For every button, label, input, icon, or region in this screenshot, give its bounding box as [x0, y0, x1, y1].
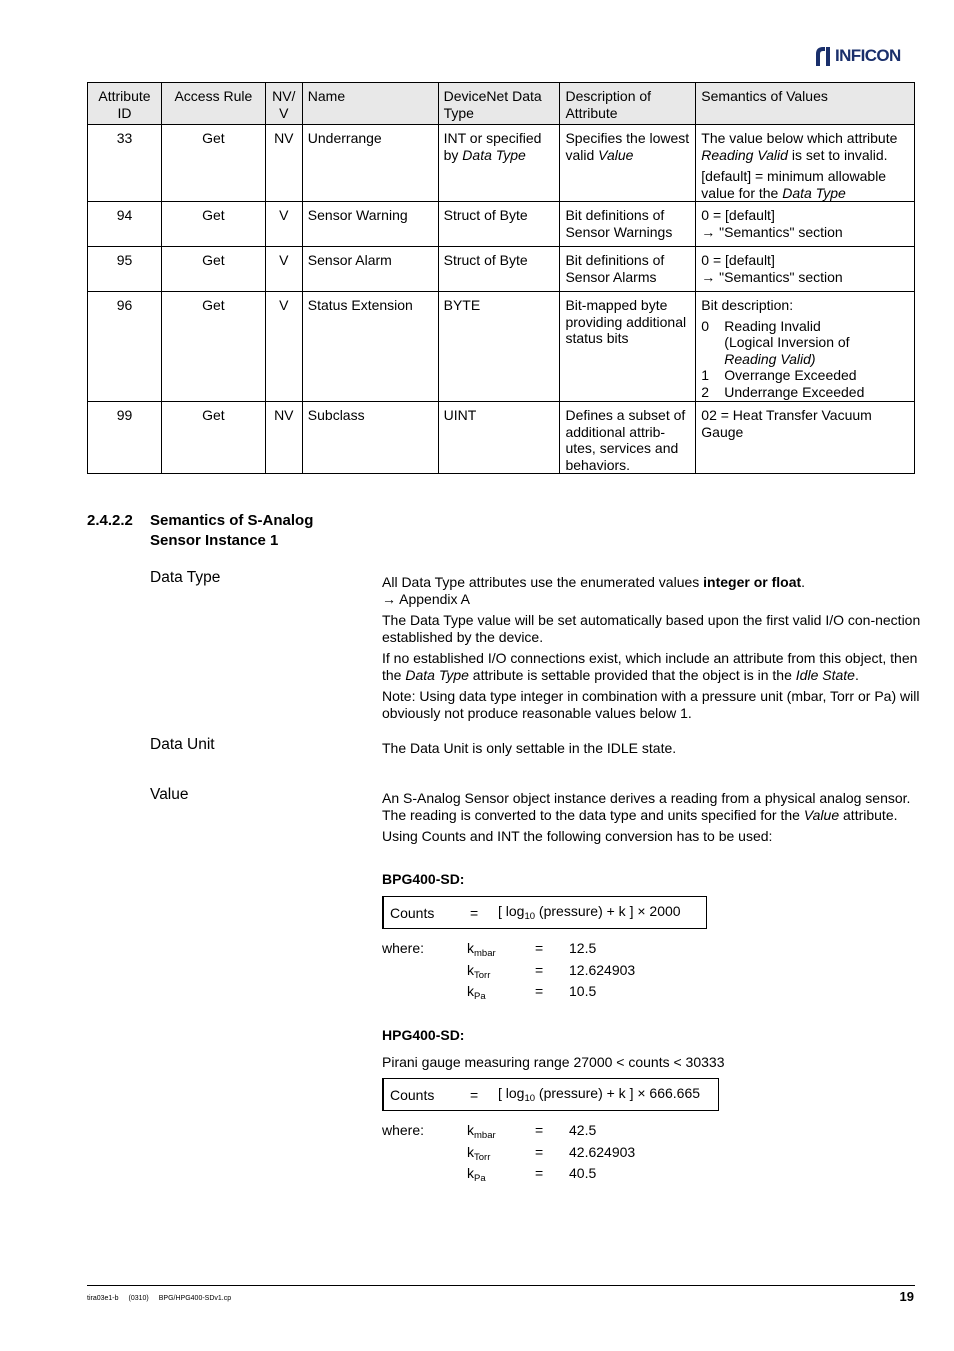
cell-access: Get [161, 202, 265, 247]
k-symbol [467, 1122, 535, 1144]
cell-access: Get [161, 292, 265, 402]
header-data-type: DeviceNet Data Type [438, 83, 560, 125]
sem-italic: Data Type [782, 184, 846, 201]
table-row [88, 202, 915, 247]
table-header-row [88, 83, 915, 125]
hpg-formula-box [382, 1078, 719, 1111]
footer-code: (0310) [128, 1295, 149, 1302]
table-row [88, 125, 915, 202]
semantics-line: 0 = [default] [701, 207, 775, 223]
semantics-line: → "Semantics" section [701, 223, 843, 240]
bpg-heading: BPG400-SD: [382, 871, 465, 887]
page-number: 19 [899, 1289, 914, 1304]
cell-nv: V [265, 247, 302, 292]
data-unit-label: Data Unit [150, 736, 215, 753]
header-description: Description of Attribute [560, 83, 696, 125]
equals: = [535, 1165, 544, 1181]
cell-nv: V [265, 202, 302, 247]
cell-nv: V [265, 292, 302, 402]
formula-expression [498, 903, 681, 922]
desc-text: Specifies the lowest valid [565, 130, 690, 163]
header-attribute-id: Attribute ID [88, 83, 162, 125]
footer-code: tira03e1-b [87, 1295, 119, 1302]
sem-italic: Reading Valid [701, 146, 788, 163]
equals: = [535, 961, 544, 978]
equals: = [535, 1143, 544, 1160]
cell-desc: Bit definitions of Sensor Alarms [560, 247, 696, 292]
text: attribute. [839, 807, 898, 823]
where-row [382, 1122, 635, 1144]
bit-row [701, 367, 909, 384]
semantics-line [701, 168, 909, 201]
table-row [88, 247, 915, 292]
formula-counts: Counts [390, 904, 435, 921]
where-row [382, 940, 635, 962]
k-subscript: mbar [474, 948, 496, 959]
cell-semantics [696, 125, 915, 202]
cell-type: UINT [438, 402, 560, 474]
section-title-line: Sensor Instance 1 [150, 532, 279, 549]
k-letter: k [467, 940, 474, 956]
appendix-reference: → Appendix A [382, 591, 470, 607]
k-letter: k [467, 1122, 474, 1138]
cell-id: 99 [88, 402, 162, 474]
inficon-logo [812, 44, 901, 68]
text: . [854, 667, 859, 683]
section-title: Semantics of S-Analog [150, 512, 314, 529]
desc-italic: Value [598, 146, 634, 163]
logo-text: INFICON [835, 46, 901, 65]
hpg-heading: HPG400-SD: [382, 1027, 465, 1043]
sem-text: The value below which attribute [701, 130, 898, 146]
formula-text: [ log [498, 1085, 525, 1101]
bit-label: Overrange Exceeded [724, 367, 857, 383]
text: An S-Analog Sensor object instance derives a reading from a physical analog sensor. The reading is converted to the data type and units specified for the [382, 790, 911, 823]
formula-subscript: 10 [524, 911, 536, 922]
k-symbol [467, 940, 535, 962]
inficon-logo-icon [812, 44, 834, 68]
text: attribute is settable provided that the object is in the [468, 667, 796, 683]
formula-subscript: 10 [524, 1093, 536, 1104]
cell-semantics [696, 202, 915, 247]
cell-nv: NV [265, 125, 302, 202]
equals: = [535, 940, 544, 956]
semantics-line: → "Semantics" section [701, 268, 843, 285]
table-row [88, 402, 915, 474]
hpg-where-list [382, 1122, 635, 1187]
paragraph [382, 650, 922, 684]
k-value: 42.5 [569, 1122, 597, 1138]
bit-label: Underrange Exceeded [724, 383, 865, 400]
bit-text: Reading Invalid [724, 317, 821, 334]
italic-text: Value [803, 807, 840, 823]
hpg-range-text: Pirani gauge measuring range 27000 < counts < 30333 [382, 1054, 725, 1070]
bit-text: (Logical Inversion of [724, 334, 850, 350]
k-symbol [467, 962, 535, 984]
where-label: where: [382, 940, 425, 956]
formula-equals: = [470, 1086, 479, 1103]
cell-id: 94 [88, 202, 162, 247]
bit-row [701, 384, 909, 401]
where-row [382, 1144, 635, 1166]
where-label: where: [382, 1122, 425, 1138]
data-type-body [382, 574, 922, 726]
cell-semantics [696, 247, 915, 292]
k-subscript: Torr [474, 1151, 491, 1163]
k-letter: k [467, 983, 474, 999]
paragraph: Note: Using data type integer in combination with a pressure unit (mbar, Torr or Pa) will obviously not produce reasonable values below 1. [382, 688, 920, 721]
type-italic: Data Type [462, 146, 526, 163]
k-value: 12.5 [569, 940, 597, 956]
paragraph: Using Counts and INT the following conversion has to be used: [382, 828, 773, 844]
footer-divider [87, 1285, 915, 1286]
value-label: Value [150, 786, 189, 803]
cell-nv: NV [265, 402, 302, 474]
cell-desc: Defines a subset of additional attrib-utes, services and behaviors. [560, 402, 696, 474]
section-title-line [87, 511, 313, 531]
cell-desc: Bit-mapped byte providing additional status bits [560, 292, 696, 402]
k-symbol [467, 983, 535, 1005]
equals: = [535, 983, 544, 999]
value-body [382, 790, 922, 849]
k-letter: k [467, 1143, 474, 1160]
cell-name: Sensor Warning [302, 202, 438, 247]
cell-type [438, 125, 560, 202]
paragraph [382, 574, 922, 608]
where-row [382, 962, 635, 984]
paragraph [382, 790, 922, 824]
cell-type: Struct of Byte [438, 247, 560, 292]
cell-semantics [696, 292, 915, 402]
equals: = [535, 1122, 544, 1138]
text: . [801, 574, 806, 590]
italic-text: Data Type [405, 667, 469, 683]
k-letter: k [467, 1165, 474, 1181]
cell-id: 33 [88, 125, 162, 202]
data-type-label: Data Type [150, 569, 221, 586]
cell-name: Sensor Alarm [302, 247, 438, 292]
sem-text: [default] = minimum allowable value for the [701, 168, 887, 201]
text: All Data Type attributes use the enumerated values [382, 574, 704, 590]
italic-text: Idle State [795, 667, 855, 683]
cell-access: Get [161, 125, 265, 202]
table-row [88, 292, 915, 402]
formula-text: [ log [498, 903, 525, 919]
formula-equals: = [470, 904, 479, 921]
data-unit-body [382, 740, 922, 761]
k-value: 42.624903 [569, 1143, 636, 1160]
formula-text: (pressure) + k ] × 666.665 [535, 1085, 701, 1101]
cell-type: BYTE [438, 292, 560, 402]
paragraph: The Data Unit is only settable in the IDLE state. [382, 740, 677, 756]
semantics-line [701, 130, 909, 163]
k-subscript: mbar [474, 1130, 496, 1141]
k-value: 40.5 [569, 1165, 597, 1181]
sem-text: is set to invalid. [787, 146, 888, 163]
bit-description-title: Bit description: [701, 297, 794, 313]
cell-name: Subclass [302, 402, 438, 474]
k-value: 10.5 [569, 983, 597, 999]
cell-access: Get [161, 247, 265, 292]
k-subscript: Pa [474, 1173, 486, 1184]
type-text: INT or specified by [443, 130, 542, 163]
bit-row [701, 318, 909, 368]
section-number: 2.4.2.2 [87, 512, 133, 529]
paragraph: The Data Type value will be set automatically based upon the first valid I/O con-nection established by the device. [382, 612, 921, 645]
bit-label [724, 318, 849, 368]
cell-id: 95 [88, 247, 162, 292]
cell-access: Get [161, 402, 265, 474]
k-subscript: Pa [474, 991, 486, 1002]
cell-id: 96 [88, 292, 162, 402]
bold-text: integer or float [703, 574, 802, 590]
cell-semantics: 02 = Heat Transfer Vacuum Gauge [696, 402, 915, 474]
attribute-table [87, 82, 915, 474]
bit-number: 2 [701, 383, 710, 400]
cell-desc: Bit definitions of Sensor Warnings [560, 202, 696, 247]
semantics-line: 0 = [default] [701, 252, 775, 268]
bpg-where-list [382, 940, 635, 1005]
bit-number: 0 [701, 317, 710, 334]
section-heading [87, 511, 313, 551]
header-semantics: Semantics of Values [696, 83, 915, 125]
footer-code: BPG/HPG400-SDv1.cp [158, 1295, 232, 1302]
bit-italic: Reading Valid) [724, 350, 816, 367]
footer-codes [87, 1295, 241, 1302]
formula-expression [498, 1085, 700, 1104]
k-subscript: Torr [474, 969, 491, 981]
header-name: Name [302, 83, 438, 125]
where-row [382, 1165, 635, 1187]
header-access-rule: Access Rule [161, 83, 265, 125]
bit-number: 1 [701, 367, 710, 383]
header-nv: NV/ V [265, 83, 302, 125]
k-value: 12.624903 [569, 961, 636, 978]
k-symbol [467, 1165, 535, 1187]
k-letter: k [467, 961, 474, 978]
where-row [382, 983, 635, 1005]
cell-name: Status Extension [302, 292, 438, 402]
cell-type: Struct of Byte [438, 202, 560, 247]
bpg-formula-box [382, 896, 707, 929]
cell-desc [560, 125, 696, 202]
formula-counts: Counts [390, 1086, 435, 1103]
cell-name: Underrange [302, 125, 438, 202]
formula-text: (pressure) + k ] × 2000 [535, 903, 681, 919]
text: If no established I/O connections exist, which include an attribute from this object, then the [382, 650, 918, 683]
k-symbol [467, 1144, 535, 1166]
